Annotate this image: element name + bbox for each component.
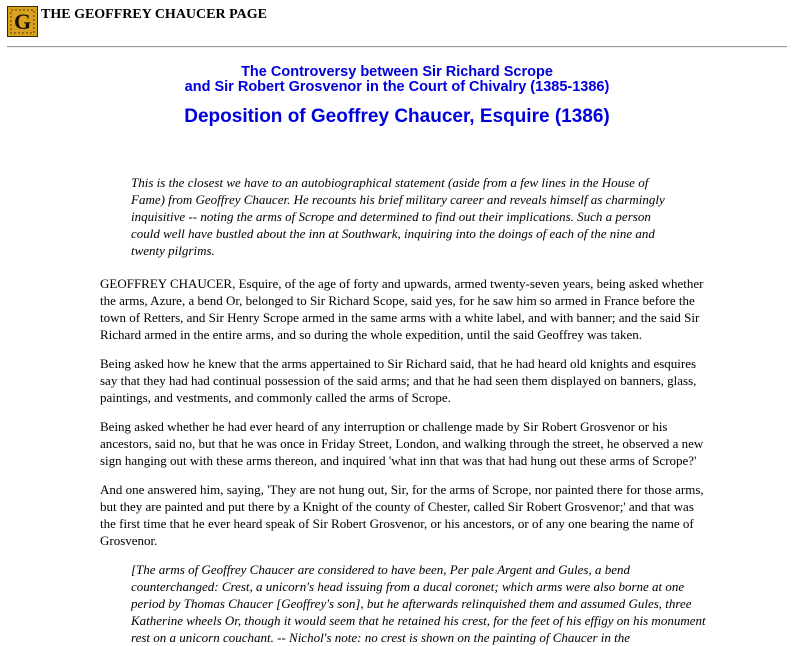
page-title: Deposition of Geoffrey Chaucer, Esquire (1386): [184, 106, 610, 127]
svg-text:G: G: [13, 9, 32, 34]
paragraph: Being asked whether he had ever heard of any interruption or challenge made by Sir Robert Grosvenor or his ancestors, said no, but that he was once in Friday Street, London, and walking through the street, he observed a new sign hanging out with these arms thereon, and inquired 'what inn that was that had hung out these arms of Scrope?': [100, 419, 704, 468]
paragraph: Being asked how he knew that the arms appertained to Sir Richard said, that he had heard old knights and esquires say that they had had continual possession of the said arms; and that he had seen them displayed on banners, glass, paintings, and vestments, and commonly called the arms of Scrope.: [100, 356, 697, 405]
site-title: THE GEOFFREY CHAUCER PAGE: [41, 7, 267, 22]
subtitle-line: and Sir Robert Grosvenor in the Court of Chivalry (1385-1386): [184, 79, 610, 95]
deposition-text: [100, 275, 710, 646]
subtitle-line: The Controversy between Sir Richard Scrope: [241, 64, 553, 80]
paragraph: And one answered him, saying, 'They are not hung out, Sir, for the arms of Scrope, nor painted there for those arms, but they are painted and put there by a Knight of the county of Chester, called Sir Robert Grosvenor;' and that was the first time that he ever heard speak of Sir Robert Grosvenor, or his ancestors, or of any one bearing the name of Grosvenor.: [100, 482, 704, 548]
site-header: [7, 6, 267, 37]
illuminated-letter-g-icon[interactable]: [7, 6, 38, 37]
divider: [7, 46, 787, 48]
page-subtitle: [0, 65, 794, 95]
intro-paragraph: This is the closest we have to an autobiographical statement (aside from a few lines in the House of Fame) from Geoffrey Chaucer. He recounts his brief military career and reveals himself as charmingly inquisitive -- noting the arms of Scrope and determined to find out their implications. Such a person could well have bustled about the inn at Southwark, inquiring into the doings of each of the nine and twenty pilgrims.: [131, 175, 665, 258]
paragraph: GEOFFREY CHAUCER, Esquire, of the age of forty and upwards, armed twenty-seven years, being asked whether the arms, Azure, a bend Or, belonged to Sir Richard Scope, said yes, for he saw him so armed in France before the town of Retters, and Sir Henry Scrope armed in the same arms with a white label, and with banner; and the said Sir Richard armed in the entire arms, and so during the whole expedition, until the said Geoffrey was taken.: [100, 276, 704, 342]
arms-note: [The arms of Geoffrey Chaucer are considered to have been, Per pale Argent and Gules, a bend counterchanged: Crest, a unicorn's head issuing from a ducal coronet; which arms were also borne at one period by Thomas Chaucer [Geoffrey's son], but he afterwards relinquished them and assumed Gules, three Katherine wheels Or, though it would seem that he retained his crest, for the feet of his effigy on his monument rest on a unicorn couchant. -- Nichol's note: no crest is shown on the painting of Chaucer in the: [131, 562, 706, 645]
